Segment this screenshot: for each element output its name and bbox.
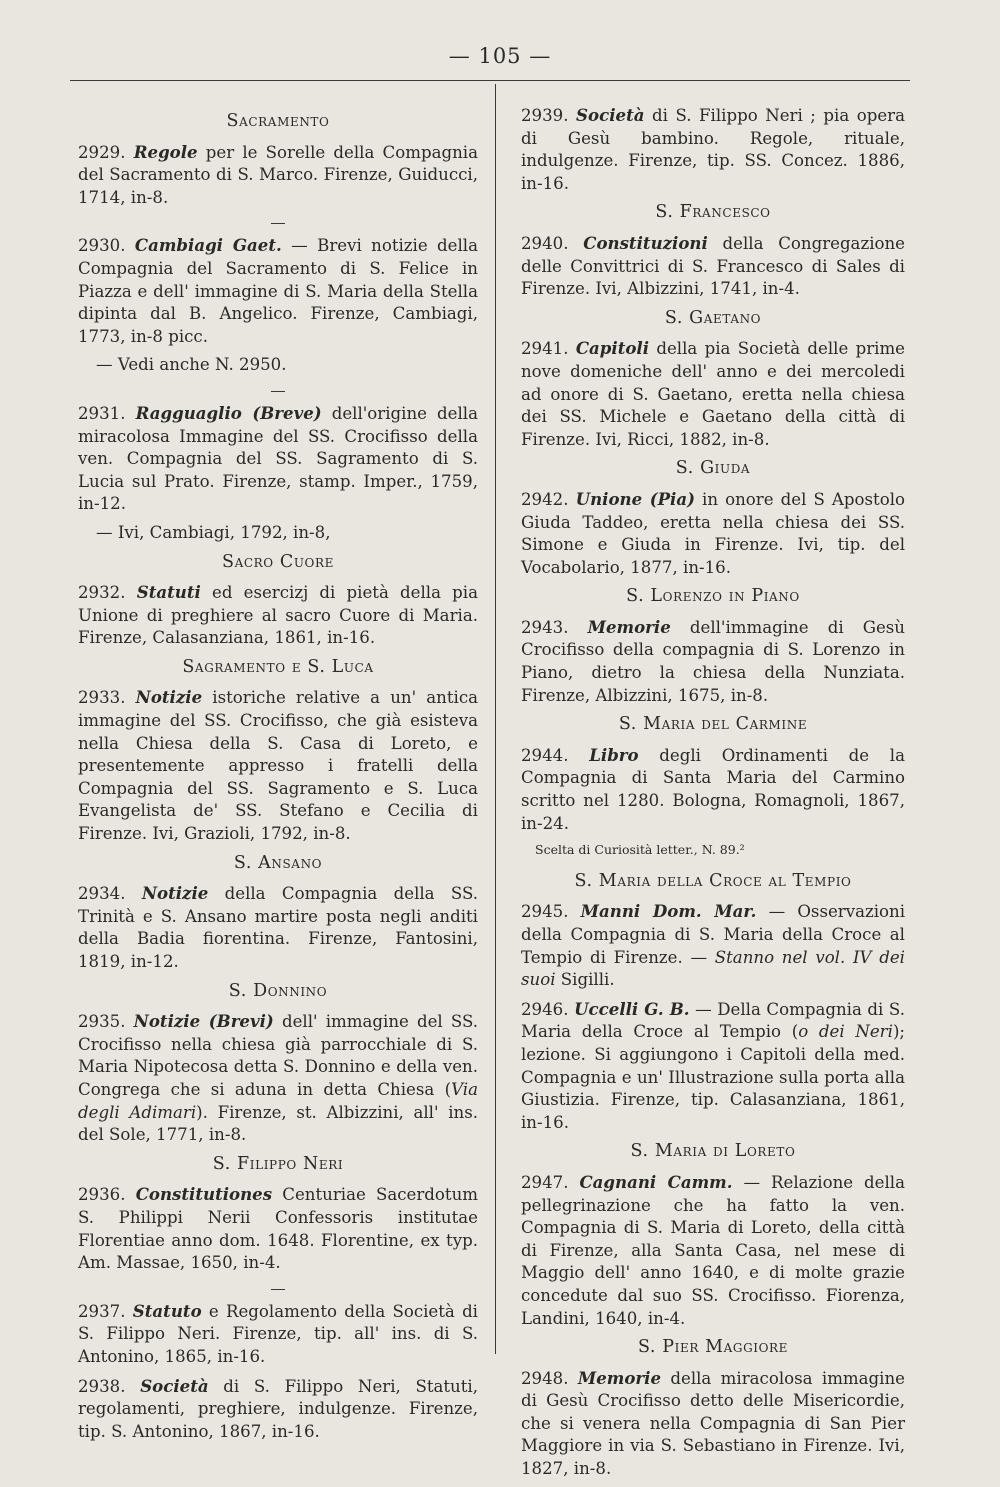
entry-keyword: Capitoli [575, 338, 650, 359]
entry-number: 2938. [78, 1376, 126, 1396]
entry-text: ); lezione. Si aggiungono i Capitoli della med. Compagnia e un' Illustrazione sulla porta alla Giustizia. Firenze, tip. Calasanziana, 1861, in-16. [521, 1022, 906, 1132]
entry-2944 [521, 744, 905, 835]
entry-keyword: Società [140, 1375, 209, 1396]
entry-text: Sigilli. [555, 970, 615, 990]
entry-text: della pia Società delle prime nove domeniche dell' anno e dei mercoledi ad onore di S. Gaetano, eretta nella chiesa dei SS. Michele e Gaetano della città di Firenze. Ivi, Ricci, 1882, in-8. [521, 339, 905, 449]
entry-note: Scelta di Curiosità letter., N. 89.² [535, 842, 745, 858]
section-heading: S. Gaetano [664, 307, 762, 328]
entry-2939 [521, 104, 905, 195]
section-heading: S. Pier Maggiore [637, 1337, 789, 1358]
entry-keyword: Statuti [136, 582, 201, 603]
entry-number: 2947. [521, 1172, 569, 1192]
entry-2935 [78, 1010, 478, 1147]
entry-2947 [521, 1171, 905, 1330]
entry-italic-text: o dei Neri [798, 1022, 893, 1042]
entry-keyword: Statuto [132, 1300, 202, 1321]
entry-keyword: Notizie [135, 687, 203, 708]
entry-number: 2931. [78, 403, 126, 423]
entry-text: della Congregazione delle Convittrici di S. Francesco di Sales di Firenze. Ivi, Albizzini, 1741, in-4. [521, 233, 906, 299]
entry-text: ). Firenze, st. Albizzini, all' ins. del Sole, 1771, in-8. [78, 1102, 479, 1145]
entry-text: della Compagnia della SS. Trinità e S. Ansano martire posta negli anditi della Badia fiorentina. Firenze, Fantosini, 1819, in-12. [78, 884, 478, 971]
cross-reference: — Vedi anche N. 2950. [96, 355, 287, 375]
entry-keyword: Cagnani Camm. [579, 1171, 733, 1192]
entry-text: — Osservazioni della Compagnia di S. Maria della Croce al Tempio di Firenze. — [521, 902, 906, 967]
entry-keyword: Notizie [141, 883, 209, 904]
entry-number: 2935. [78, 1012, 126, 1032]
page-number: — 105 — [448, 44, 552, 68]
entry-text: di S. Filippo Neri ; pia opera di Gesù bambino. Regole, rituale, indulgenze. Firenze, tip. SS. Concez. 1886, in-16. [521, 106, 906, 193]
entry-number: 2942. [521, 489, 569, 509]
entry-keyword: Cambiagi Gaet. [134, 235, 282, 256]
section-heading: S. Francesco [655, 202, 771, 223]
entry-keyword: Società [576, 105, 645, 125]
entry-keyword: Unione (Pia) [575, 488, 695, 509]
entry-text: — Della Compagnia di S. Maria della Croce al Tempio ( [521, 999, 905, 1042]
section-heading: S. Ansano [233, 852, 323, 873]
entry-number: 2944. [521, 745, 569, 765]
entry-number: 2948. [521, 1368, 569, 1388]
entry-text: dell'origine della miracolosa Immagine del SS. Crocifisso della ven. Compagnia del SS. Sagramento di S. Lucia sul Prato. Firenze, stamp. Imper., 1759, in-12. [78, 403, 478, 514]
entry-text: dell' immagine del SS. Crocifisso nella chiesa già parrocchiale di S. Maria Nipotecosa detta S. Donnino e della ven. Congrega che si aduna in detta Chiesa ( [78, 1012, 478, 1099]
entry-2948 [521, 1367, 905, 1481]
header-rule [70, 80, 910, 81]
entry-text: per le Sorelle della Compagnia del Sacramento di S. Marco. Firenze, Guiducci, 1714, in-8. [78, 142, 478, 207]
separator-dash [271, 391, 285, 392]
entry-keyword: Libro [589, 744, 639, 765]
entry-text: e Regolamento della Società di S. Filippo Neri. Firenze, tip. all' ins. di S. Antonino, 1865, in-16. [78, 1301, 478, 1366]
entry-text: — Relazione della pellegrinazione che ha fatto la ven. Compagnia di S. Maria di Loreto, della città di Firenze, alla Santa Casa, nel mese di Maggio dell' anno 1640, e di molte grazie concedute dal suo SS. Crocifisso. Fiorenza, Landini, 1640, in-4. [521, 1172, 905, 1328]
entry-text: ed esercizj di pietà della pia Unione di preghiere al sacro Cuore di Maria. Firenze, Calasanziana, 1861, in-16. [78, 583, 478, 648]
entry-keyword: Constitutiones [135, 1184, 273, 1205]
entry-text: istoriche relative a un' antica immagine del SS. Crocifisso, che già esisteva nella Chiesa della S. Casa di Loreto, e presentemente appresso i fratelli della Compagnia del SS. Sagramento e S. Luca Evangelista de' SS. Stefano e Cecilia di Firenze. Ivi, Grazioli, 1792, in-8. [78, 688, 479, 844]
entry-italic-text: Via degli Adimari [78, 1079, 478, 1122]
section-heading: S. Donnino [228, 980, 328, 1001]
section-heading: Sagramento e S. Luca [182, 656, 374, 677]
entry-number: 2929. [78, 142, 126, 162]
section-heading: Sacro Cuore [221, 551, 334, 572]
entry-2941 [521, 337, 905, 451]
entry-2930 [78, 234, 478, 348]
entry-2943 [521, 616, 905, 707]
entry-2934 [78, 882, 478, 973]
section-heading: S. Giuda [675, 458, 751, 479]
entry-number: 2945. [521, 902, 569, 922]
entry-2933 [78, 686, 478, 845]
entry-text: dell'immagine di Gesù Crocifisso della compagnia di S. Lorenzo in Piano, dietro la chiesa della Nunziata. Firenze, Albizzini, 1675, in-8. [521, 617, 905, 705]
entry-2946 [521, 998, 905, 1135]
section-heading: S. Maria della Croce al Tempio [574, 870, 852, 891]
section-heading: S. Maria del Carmine [618, 714, 808, 735]
entry-2932 [78, 581, 478, 650]
entry-number: 2939. [521, 106, 569, 125]
entry-2942 [521, 488, 905, 579]
entry-2929 [78, 141, 478, 210]
entry-text: di S. Filippo Neri, Statuti, regolamenti, preghiere, indulgenze. Firenze, tip. S. Antonino, 1867, in-16. [78, 1376, 478, 1441]
entry-2937 [78, 1300, 478, 1369]
entry-number: 2943. [521, 617, 569, 637]
entry-number: 2937. [78, 1301, 126, 1321]
entry-text: della miracolosa immagine di Gesù Crocifisso detto delle Misericordie, che si venera nella Compagnia di San Pier Maggiore in via S. Sebastiano in Firenze. Ivi, 1827, in-8. [521, 1368, 905, 1479]
entry-2945 [521, 900, 905, 991]
entry-2938 [78, 1375, 478, 1444]
entry-2940 [521, 232, 905, 301]
entry-text: Centuriae Sacerdotum S. Philippi Nerii Confessoris institutae Florentiae anno dom. 1648. Florentine, ex typ. Am. Massae, 1650, in-4. [78, 1185, 478, 1273]
entry-keyword: Constituzioni [583, 232, 708, 253]
entry-number: 2930. [78, 236, 126, 256]
right-column [521, 104, 905, 1487]
column-divider [495, 84, 496, 1354]
section-heading: S. Filippo Neri [212, 1153, 344, 1174]
entry-number: 2936. [78, 1185, 126, 1205]
section-heading: S. Lorenzo in Piano [626, 586, 800, 607]
entry-2931 [78, 402, 478, 516]
entry-keyword: Memorie [577, 1367, 662, 1388]
entry-text: in onore del S Apostolo Giuda Taddeo, eretta nella chiesa dei SS. Simone e Giuda in Firenze. Ivi, tip. del Vocabolario, 1877, in-16. [521, 489, 905, 577]
entry-number: 2941. [521, 339, 569, 359]
entry-number: 2940. [521, 233, 569, 253]
entry-edition: — Ivi, Cambiagi, 1792, in-8, [96, 522, 331, 542]
entry-keyword: Manni Dom. Mar. [580, 901, 757, 922]
section-heading: Sacramento [226, 111, 330, 131]
separator-dash [271, 1289, 285, 1290]
entry-number: 2946. [521, 999, 569, 1019]
entry-text: degli Ordinamenti de la Compagnia di Santa Maria del Carmino scritto nel 1280. Bologna, Romagnoli, 1867, in-24. [521, 745, 905, 833]
entry-keyword: Uccelli G. B. [574, 998, 690, 1019]
entry-keyword: Regole [133, 141, 198, 162]
left-column [78, 104, 478, 1449]
entry-text: — Brevi notizie della Compagnia del Sacramento di S. Felice in Piazza e dell' immagine di S. Maria della Stella dipinta dal B. Angelico. Firenze, Cambiagi, 1773, in-8 picc. [78, 236, 479, 346]
entry-number: 2933. [78, 688, 126, 708]
entry-italic-text: Stanno nel vol. IV dei suoi [521, 947, 905, 990]
entry-2936 [78, 1183, 478, 1274]
section-heading: S. Maria di Loreto [630, 1141, 796, 1162]
entry-keyword: Memorie [587, 616, 671, 637]
entry-keyword: Ragguaglio (Breve) [135, 402, 322, 423]
entry-number: 2932. [78, 583, 126, 603]
separator-dash [271, 223, 285, 224]
entry-keyword: Notizie (Brevi) [133, 1011, 274, 1032]
entry-number: 2934. [78, 884, 126, 904]
